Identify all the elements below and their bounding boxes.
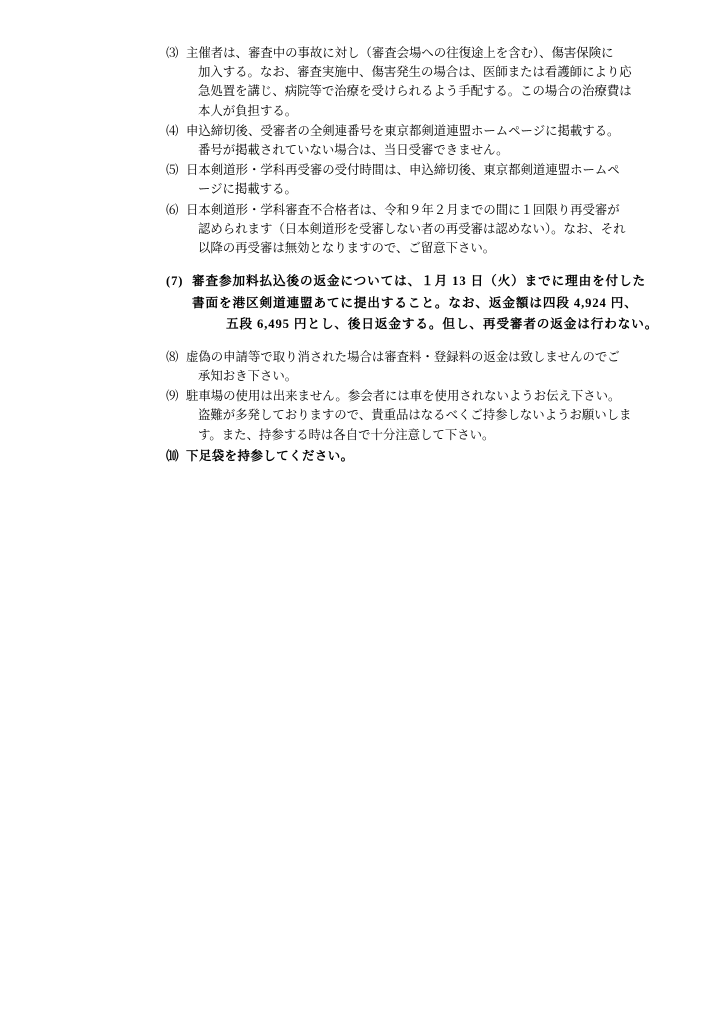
list-marker: ⑽ [166, 448, 179, 463]
list-item-text [186, 122, 666, 160]
text-line: 日本剣道形・学科審査不合格者は、令和９年２月までの間に１回限り再受審が [186, 202, 620, 217]
list-item [166, 387, 666, 445]
text-line: 盗難が多発しておりますので、貴重品はなるべくご持参しないようお願いしま [198, 408, 632, 423]
list-marker: ⑸ [166, 163, 179, 178]
list-item-emphasized [166, 271, 666, 336]
list-item-text [186, 161, 666, 199]
text-line: 本人が負担する。 [198, 103, 298, 118]
text-line: 虚偽の申請等で取り消された場合は審査料・登録料の返金は致しませんのでご [186, 349, 620, 364]
list-marker: (7) [166, 274, 184, 289]
list-item-text [186, 387, 666, 445]
list-item [166, 122, 666, 160]
text-line: 審査参加料払込後の返金については、１月 13 日（火）までに理由を付した [192, 274, 647, 289]
list-item [166, 161, 666, 199]
list-marker: ⑼ [166, 389, 179, 404]
text-line: 加入する。なお、審査実施中、傷害発生の場合は、医師または看護師により応 [198, 65, 632, 80]
list-item [166, 348, 666, 386]
list-item-text [186, 447, 666, 466]
document-body [166, 44, 666, 466]
list-marker: ⑹ [166, 202, 179, 217]
text-line: 主催者は、審査中の事故に対し（審査会場への往復途上を含む）、傷害保険に [186, 46, 614, 60]
list-item-text [186, 201, 666, 259]
text-line: 以降の再受審は無効となりますので、ご留意下さい。 [198, 241, 496, 256]
list-item [166, 201, 666, 259]
text-line: 番号が掲載されていない場合は、当日受審できません。 [198, 143, 509, 158]
list-marker: ⑻ [166, 349, 179, 364]
list-item-text [186, 44, 666, 121]
text-line: 書面を港区剣道連盟あてに提出すること。なお、返金額は四段 4,924 円、 [192, 295, 638, 310]
text-line: 日本剣道形・学科再受審の受付時間は、申込締切後、東京都剣道連盟ホームペ [186, 163, 620, 178]
list-item-text [186, 348, 666, 386]
list-marker: ⑷ [166, 123, 179, 138]
list-item-text [192, 271, 666, 336]
list-item [166, 44, 666, 121]
text-line: 認められます（日本剣道形を受審しない者の再受審は認めない）。なお、それ [198, 221, 626, 236]
text-line: 承知おき下さい。 [198, 368, 298, 383]
text-line: 駐車場の使用は出来ません。参会者には車を使用されないようお伝え下さい。 [186, 389, 621, 404]
text-line: 申込締切後、受審者の全剣連番号を東京都剣道連盟ホームページに掲載する。 [186, 123, 620, 138]
text-line: 下足袋を持参してください。 [186, 448, 354, 463]
text-line: す。また、持参する時は各自で十分注意して下さい。 [198, 427, 495, 442]
text-line: 急処置を講じ、病院等で治療を受けられるよう手配する。この場合の治療費は [198, 84, 632, 99]
text-line: 五段 6,495 円とし、後日返金する。但し、再受審者の返金は行わない。 [226, 317, 659, 332]
list-item [166, 447, 666, 466]
text-line: ージに掲載する。 [198, 182, 297, 197]
list-marker: ⑶ [166, 46, 179, 60]
